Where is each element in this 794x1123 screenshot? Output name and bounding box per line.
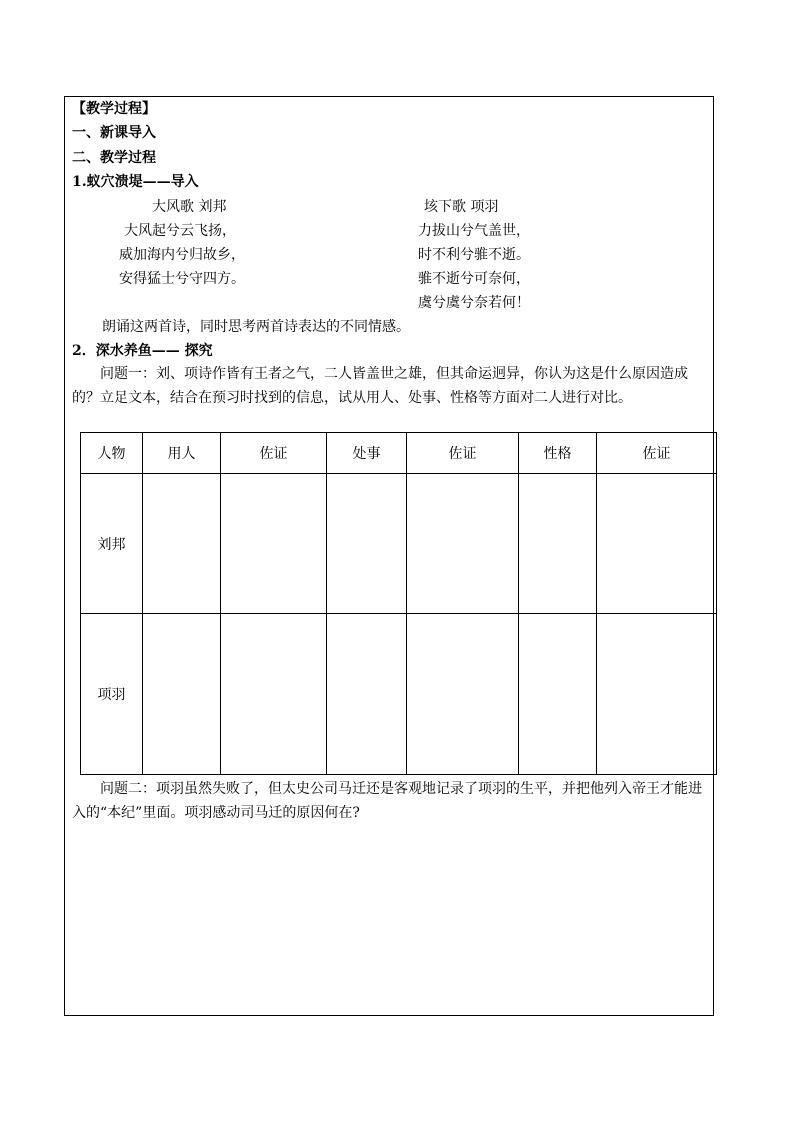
blank-cell [519, 474, 597, 614]
comparison-table [80, 432, 717, 775]
poem-right-line: 虞兮虞兮奈若何！ [418, 295, 530, 311]
blank-cell [143, 614, 221, 775]
table-row [81, 614, 717, 775]
step2-title: 2．深水养鱼—— 探究 [72, 343, 213, 359]
poem-left-line: 威加海内兮归故乡， [119, 247, 245, 263]
poem-right-line: 骓不逝兮可奈何， [418, 271, 530, 287]
blank-cell [597, 614, 717, 775]
question-one: 问题一：刘、项诗作皆有王者之气，二人皆盖世之雄，但其命运迥异，你认为这是什么原因造成的？立足文本，结合在预习时找到的信息，试从用人、处事、性格等方面对二人进行对比。 [72, 366, 688, 406]
blank-cell [407, 614, 519, 775]
section-header: 【教学过程】 [72, 101, 156, 117]
poem-left-title: 大风歌 刘邦 [152, 199, 227, 215]
poem-right-line: 时不利兮骓不逝。 [418, 247, 530, 263]
blank-cell [327, 474, 407, 614]
table-header-cell: 用人 [143, 433, 221, 474]
blank-cell [597, 474, 717, 614]
instruction-text: 朗诵这两首诗，同时思考两首诗表达的不同情感。 [102, 319, 410, 335]
poem-left-line: 大风起兮云飞扬， [124, 223, 236, 239]
table-header-cell: 人物 [81, 433, 143, 474]
blank-cell [327, 614, 407, 775]
table-header-cell: 佐证 [407, 433, 519, 474]
table-header-cell: 处事 [327, 433, 407, 474]
row-label-liubang: 刘邦 [81, 474, 143, 614]
step1-title: 1.蚁穴溃堤——导入 [72, 174, 199, 190]
table-row [81, 474, 717, 614]
poem-left-line: 安得猛士兮守四方。 [119, 271, 245, 287]
table-header-row [81, 433, 717, 474]
blank-cell [519, 614, 597, 775]
part-teaching-process: 二、教学过程 [72, 150, 156, 166]
poem-right-line: 力拔山兮气盖世， [418, 223, 530, 239]
question-two: 问题二：项羽虽然失败了，但太史公司马迁还是客观地记录了项羽的生平，并把他列入帝王才能进入的“本纪”里面。项羽感动司马迁的原因何在? [72, 781, 702, 821]
part-new-lesson: 一、新课导入 [72, 125, 156, 141]
table-header-cell: 性格 [519, 433, 597, 474]
poem-right-title: 垓下歌 项羽 [424, 199, 499, 215]
blank-cell [221, 474, 327, 614]
table-header-cell: 佐证 [221, 433, 327, 474]
blank-cell [407, 474, 519, 614]
row-label-xiangyu: 项羽 [81, 614, 143, 775]
blank-cell [221, 614, 327, 775]
blank-cell [143, 474, 221, 614]
table-header-cell: 佐证 [597, 433, 717, 474]
